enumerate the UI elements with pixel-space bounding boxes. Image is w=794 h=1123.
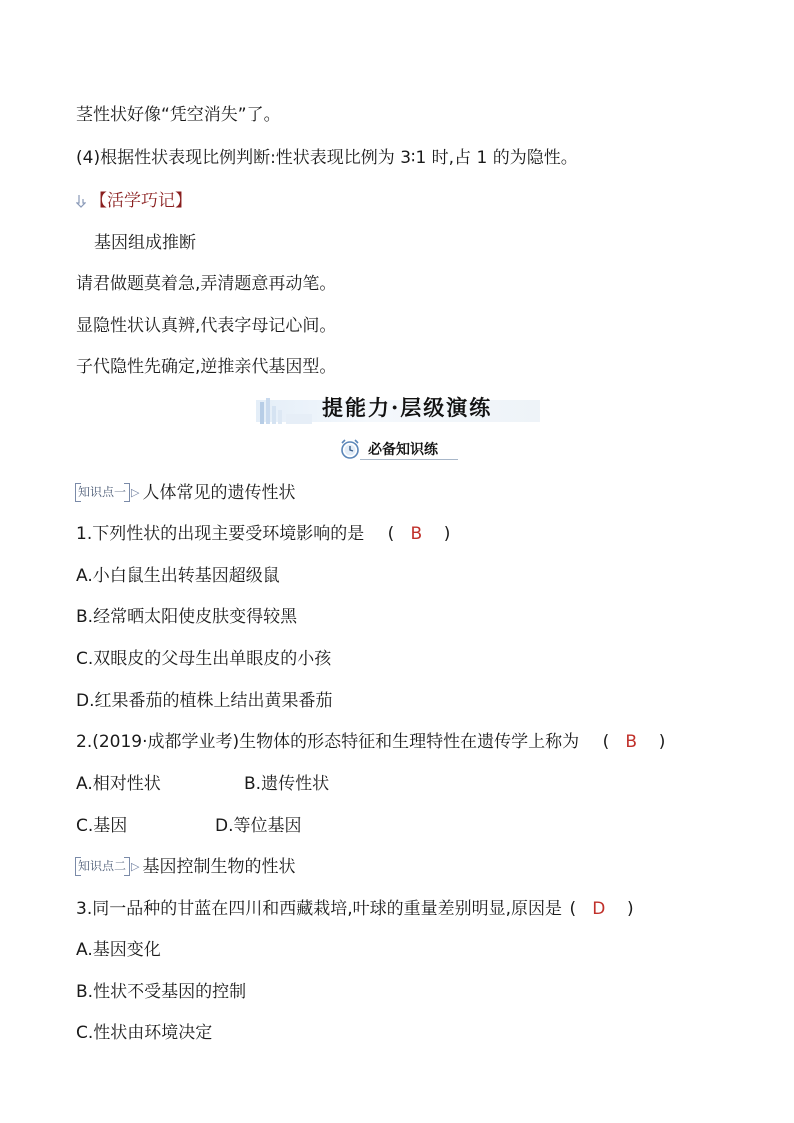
question-1-option: D.红果番茄的植株上结出黄果番茄 — [76, 691, 333, 711]
question-2-option: C.基因 — [76, 816, 128, 836]
answer-letter: D — [592, 899, 606, 919]
question-2-option: A.相对性状 — [76, 774, 161, 794]
tip-verse: 显隐性状认真辨,代表字母记心间。 — [76, 316, 337, 336]
knowledge-point-tag: 知识点一 — [76, 484, 129, 500]
question-2-option: B.遗传性状 — [244, 774, 330, 794]
sub-banner-underline — [360, 459, 458, 460]
answer-letter: B — [410, 524, 423, 544]
answer-letter: B — [625, 732, 638, 752]
pointer-icon — [76, 192, 86, 206]
question-stem-text: 3.同一品种的甘蓝在四川和西藏栽培,叶球的重量差别明显,原因是 — [76, 899, 563, 919]
intro-line-1: 茎性状好像“凭空消失”了。 — [76, 105, 281, 125]
tip-title: 基因组成推断 — [94, 233, 196, 253]
question-3-option: C.性状由环境决定 — [76, 1023, 213, 1043]
answer-paren: ( B ) — [387, 524, 451, 544]
tip-verse: 请君做题莫着急,弄清题意再动笔。 — [76, 274, 337, 294]
question-2-stem — [76, 731, 665, 753]
answer-paren: ( D ) — [569, 899, 634, 919]
tip-verse: 子代隐性先确定,逆推亲代基因型。 — [76, 357, 337, 377]
tip-label: 【活学巧记】 — [90, 191, 192, 211]
knowledge-point-title: 基因控制生物的性状 — [142, 857, 296, 877]
intro-line-2: (4)根据性状表现比例判断:性状表现比例为 3∶1 时,占 1 的为隐性。 — [76, 148, 578, 168]
question-3-stem — [76, 898, 634, 920]
question-3-option: A.基因变化 — [76, 940, 161, 960]
banner-decoration-icon — [258, 396, 318, 426]
question-1-option: C.双眼皮的父母生出单眼皮的小孩 — [76, 649, 332, 669]
sub-banner — [338, 437, 458, 461]
section-banner — [256, 394, 540, 426]
arrow-right-icon: ▷ — [131, 486, 140, 499]
question-2-option: D.等位基因 — [215, 816, 302, 836]
question-stem-text: 2.(2019·成都学业考)生物体的形态特征和生理特性在遗传学上称为 — [76, 732, 580, 752]
knowledge-point-2 — [76, 856, 295, 878]
question-1-stem — [76, 523, 450, 545]
question-1-option: A.小白鼠生出转基因超级鼠 — [76, 566, 280, 586]
banner-title: 提能力·层级演练 — [322, 395, 493, 420]
knowledge-point-1 — [76, 482, 295, 504]
knowledge-point-title: 人体常见的遗传性状 — [142, 483, 296, 503]
alarm-clock-icon — [338, 437, 362, 461]
question-1-option: B.经常晒太阳使皮肤变得较黑 — [76, 607, 298, 627]
arrow-right-icon: ▷ — [131, 860, 140, 873]
question-stem-text: 1.下列性状的出现主要受环境影响的是 — [76, 524, 365, 544]
tip-header — [76, 190, 192, 212]
question-3-option: B.性状不受基因的控制 — [76, 982, 247, 1002]
sub-banner-title: 必备知识练 — [368, 442, 438, 458]
knowledge-point-tag: 知识点二 — [76, 858, 129, 874]
answer-paren: ( B ) — [602, 732, 666, 752]
